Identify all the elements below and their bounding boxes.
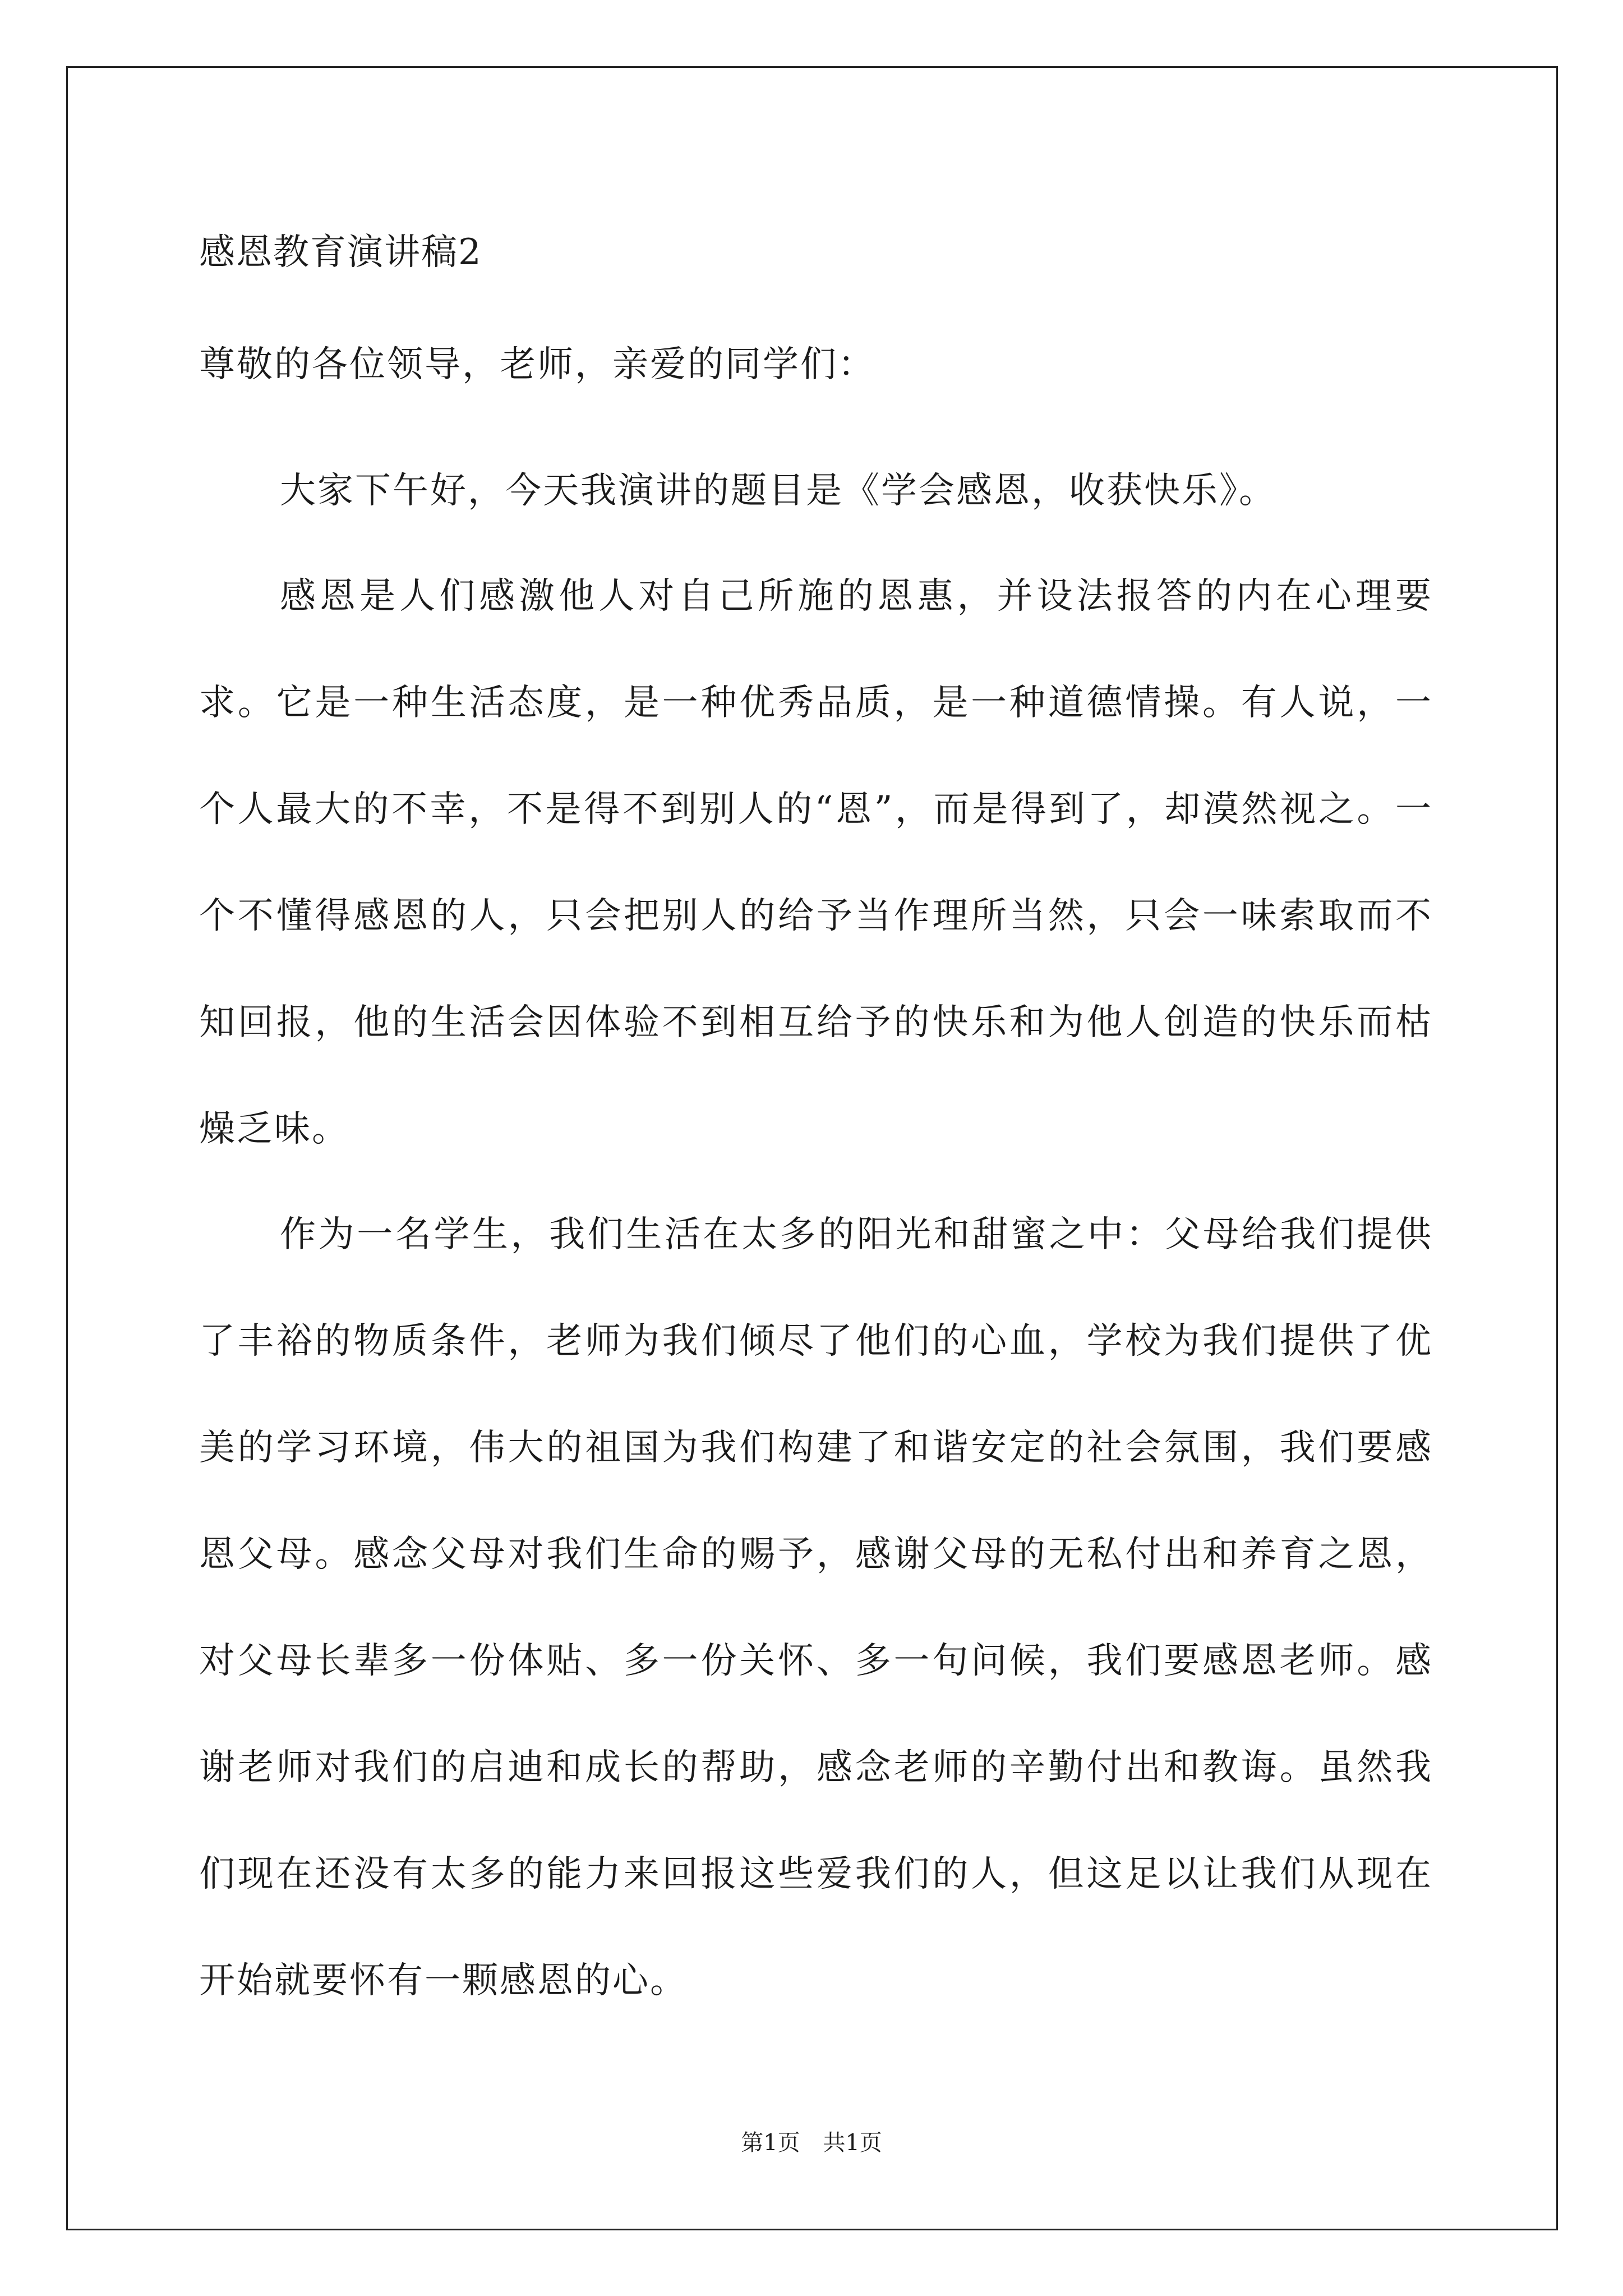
page-total: 共1页 <box>823 2130 882 2156</box>
paragraph-1: 大家下午好，今天我演讲的题目是《学会感恩，收获快乐》。 <box>280 470 1276 512</box>
page-number: 第1页 <box>741 2130 800 2156</box>
document-title: 感恩教育演讲稿2 <box>199 232 482 273</box>
page-footer <box>0 2126 1623 2160</box>
document-body <box>199 213 1433 2033</box>
paragraph-3: 作为一名学生，我们生活在太多的阳光和甜蜜之中：父母给我们提供了丰裕的物质条件，老师为我们倾尽了他们的心血，学校为我们提供了优美的学习环境，伟大的祖国为我们构建了和谐安定的社会氛围，我们要感恩父母。感念父母对我们生命的赐予，感谢父母的无私付出和养育之恩，对父母长辈多一份体贴、多一份关怀、多一句问候，我们要感恩老师。感谢老师对我们的启迪和成长的帮助，感念老师的辛勤付出和教诲。虽然我们现在还没有太多的能力来回报这些爱我们的人，但这足以让我们从现在开始就要怀有一颗感恩的心。 <box>199 1214 1433 2001</box>
paragraph-2: 感恩是人们感激他人对自己所施的恩惠，并设法报答的内在心理要求。它是一种生活态度，是一种优秀品质，是一种道德情操。有人说，一个人最大的不幸，不是得不到别人的“恩”，而是得到了，却漠然视之。一个不懂得感恩的人，只会把别人的给予当作理所当然，只会一味索取而不知回报，他的生活会因体验不到相互给予的快乐和为他人创造的快乐而枯燥乏味。 <box>199 576 1433 1150</box>
salutation: 尊敬的各位领导，老师，亲爱的同学们： <box>199 344 875 385</box>
